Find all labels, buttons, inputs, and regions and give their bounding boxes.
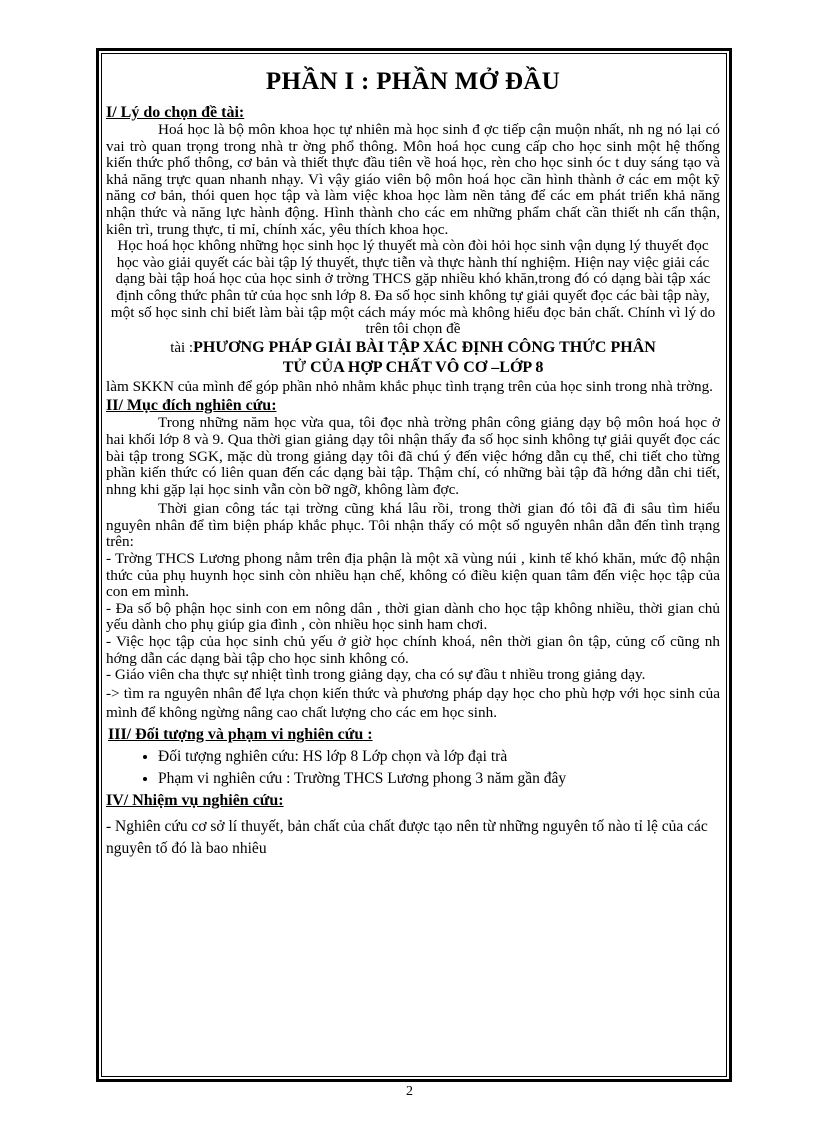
document-body bbox=[106, 62, 720, 860]
section-2-dash-2: - Đa số bộ phận học sinh con em nông dân , thời gian dành cho học tập không nhiều, thời gian chủ yếu dành cho phụ giúp gia đình , còn nhiều học sinh ham chơi. bbox=[106, 599, 720, 634]
section-4-heading: IV/ Nhiệm vụ nghiên cứu: bbox=[106, 791, 284, 809]
topic-title-line-1 bbox=[106, 338, 720, 358]
section-1-paragraph-1: Hoá học là bộ môn khoa học tự nhiên mà học sinh đ ợc tiếp cận muộn nhất, nh ng nó lại có vai trò quan trọng trong nhà tr ờng phổ thông. Môn hoá học cung cấp cho học sinh một hệ thống kiến thức phổ thông, cơ bản và thiết thực đầu tiên về hoá học, rèn cho học sinh óc t duy sáng tạo và khả năng trực quan nhanh nhạy. Vì vậy giáo viên bộ môn hoá học cần hình thành ở các em một kỹ năng cơ bản, thói quen học tập và làm việc khoa học làm nền tảng để các em phát triển khả năng nhận thức và năng lực hành động. Hình thành cho các em những phẩm chất cần thiết nh cẩn thận, kiên trì, trung thực, tỉ mỉ, chính xác, yêu thích khoa học. bbox=[106, 121, 720, 238]
topic-title-line-2: TỬ CỦA HỢP CHẤT VÔ CƠ –LỚP 8 bbox=[282, 358, 544, 376]
section-3-bullet-2: • Phạm vi nghiên cứu : Trường THCS Lương phong 3 năm gần đây bbox=[158, 768, 720, 790]
topic-lead: tài : bbox=[170, 339, 194, 356]
section-2-heading: II/ Mục đích nghiên cứu: bbox=[106, 397, 277, 415]
section-3-bullet-1: • Đối tượng nghiên cứu: HS lớp 8 Lớp chọn và lớp đại trà bbox=[158, 746, 720, 768]
section-2-paragraph-1: Trong những năm học vừa qua, tôi đọc nhà trờng phân công giảng dạy bộ môn hoá học ở hai khối lớp 8 và 9. Qua thời gian giảng dạy tôi nhận thấy đa số học sinh không tự giải quyết đọc các bài tập trong SGK, mặc dù trong giảng dạy tôi đã chú ý đến việc hớng dẫn cụ thể, chi tiết cho từng phần kiến thức có liên quan đến các dạng bài tập. Thậm chí, có những bài tập đã hớng dẫn chi tiết, nhng khi gặp lại học sinh vẫn còn bỡ ngỡ, không làm đợc. bbox=[106, 414, 720, 498]
section-2-dash-3: - Việc học tập của học sinh chủ yếu ở giờ học chính khoá, nên thời gian ôn tập, củng cố cũng nh hớng dẫn các dạng bài tập cho học sinh không có. bbox=[106, 633, 720, 667]
section-2-paragraph-2: Thời gian công tác tại trờng cũng khá lâu rồi, trong thời gian đó tôi đã đi sâu tìm hiểu nguyên nhân để tìm biện pháp khắc phục. Tôi nhận thấy có một số nguyên nhân dẫn đến tình trạng trên: bbox=[106, 500, 720, 551]
section-3-heading: III/ Đối tượng và phạm vi nghiên cứu : bbox=[108, 725, 373, 743]
section-3-list bbox=[106, 746, 720, 790]
section-2-dash-1: - Trờng THCS Lương phong nằm trên địa phận là một xã vùng núi , kinh tế khó khăn, mức độ nhận thức của phụ huynh học sinh còn nhiều hạn chế, không có điều kiện quan tâm đến việc học tập của con em mình. bbox=[106, 550, 720, 601]
page-title: PHẦN I : PHẦN MỞ ĐẦU bbox=[265, 68, 561, 95]
section-1-heading: I/ Lý do chọn đề tài: bbox=[106, 104, 245, 121]
topic-text-1: PHƯƠNG PHÁP GIẢI BÀI TẬP XÁC ĐỊNH CÔNG THỨC PHÂN bbox=[193, 338, 656, 356]
section-2-dash-4: - Giáo viên cha thực sự nhiệt tình trong giảng dạy, cha có sự đầu t nhiều trong giảng dạy. bbox=[106, 666, 646, 684]
section-1-paragraph-3: làm SKKN của mình để góp phần nhỏ nhằm khắc phục tình trạng trên của học sinh trong nhà trờng. bbox=[106, 377, 713, 395]
section-4-paragraph-1: - Nghiên cứu cơ sở lí thuyết, bản chất của chất được tạo nên từ những nguyên tố nào tỉ lệ của các nguyên tố đó là bao nhiêu bbox=[106, 817, 708, 857]
page-number: 2 bbox=[406, 1084, 413, 1099]
section-1-paragraph-2: Học hoá học không những học sinh học lý thuyết mà còn đòi hỏi học sinh vận dụng lý thuyết đọc học vào giải quyết các bài tập lý thuyết, thực tiễn và thực hành thí nghiệm. Hiện nay việc giải các dạng bài tập hoá học của học sinh ở trờng THCS gặp nhiều khó khăn,trong đó có dạng bài tập xác định công thức phân tử của học snh lớp 8. Đa số học sinh không tự giải quyết đọc các bài tập này, một số học sinh chỉ biết làm bài tập một cách máy móc mà không hiểu đọc bản chất. Chính vì lý do trên tôi chọn đề bbox=[110, 237, 716, 338]
section-2-conclusion: -> tìm ra nguyên nhân để lựa chọn kiến thức và phương pháp dạy học cho phù hợp với học sinh của mình để không ngừng nâng cao chất lượng cho các em học sinh. bbox=[106, 684, 720, 721]
